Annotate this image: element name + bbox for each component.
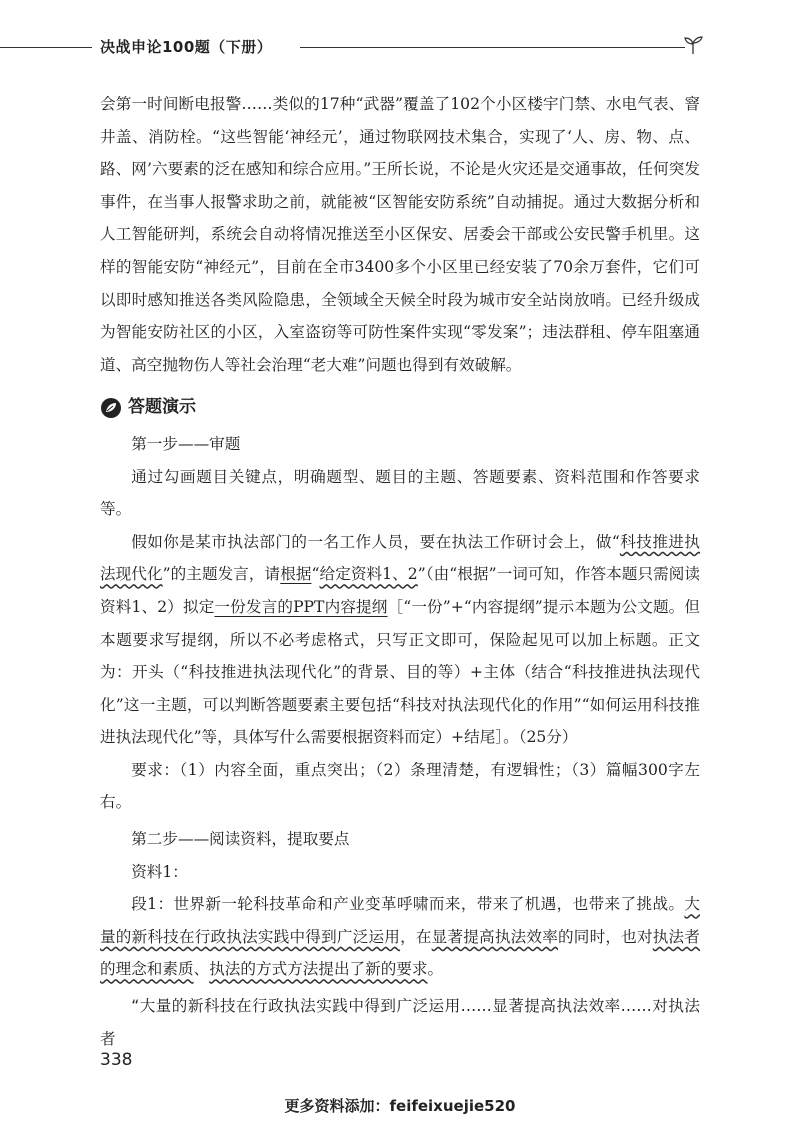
key-phrase-underlined: 给定资料1、2 xyxy=(319,565,418,584)
text-run: 段1：世界新一轮科技革命和产业变革呼啸而来，带来了机遇，也带来了挑战。 xyxy=(131,895,685,914)
key-phrase-underlined: 执法者的理念和素质 xyxy=(100,927,700,979)
material-label: 资料1： xyxy=(131,862,188,881)
sprout-icon xyxy=(682,34,704,56)
text-run: 。 xyxy=(427,960,444,979)
continued-line: “大量的新科技在行政执法实践中得到广泛运用……显著提高执法效率……对执法者 xyxy=(100,997,700,1048)
page-body xyxy=(100,88,700,1055)
leaf-badge-icon xyxy=(100,397,122,419)
segment-paragraph xyxy=(100,888,700,986)
text-run: ”（由“根据”一词可知，作答本题只需阅读资料1、2）拟定 xyxy=(100,565,700,616)
step1-title: 第一步——审题 xyxy=(131,434,241,453)
text-run: 的同时，也对 xyxy=(558,927,653,946)
footer-note: 更多资料添加：feifeixuejie520 xyxy=(284,1097,516,1115)
section-title: 答题演示 xyxy=(128,397,196,418)
key-phrase-underlined: 科技推进执法现代化 xyxy=(100,532,700,584)
text-run: 假如你是某市执法部门的一名工作人员，要在执法工作研讨会上，做“ xyxy=(131,532,620,551)
key-phrase-underlined: 根据 xyxy=(280,565,312,584)
key-phrase-underlined: 一份发言的PPT xyxy=(214,597,325,616)
step2-title: 第二步——阅读资料，提取要点 xyxy=(131,830,350,849)
key-phrase-underlined: 大量的新科技在行政执法实践中得到广泛运用 xyxy=(100,895,700,946)
key-phrase-underlined: 显著提高执法效率 xyxy=(431,927,558,946)
header-rule-right xyxy=(300,47,685,48)
requirements: 要求：（1）内容全面，重点突出；（2）条理清楚，有逻辑性；（3）篇幅300字左右。 xyxy=(100,760,700,812)
text-run: “ xyxy=(311,565,320,584)
intro-paragraph: 会第一时间断电报警……类似的17种“武器”覆盖了102个小区楼宇门禁、水电气表、窨井盖、消防栓。“这些智能‘神经元’，通过物联网技术集合，实现了‘人、房、物、点、路、网’六要素的泛在感知和综合应用。”王所长说，不论是火灾还是交通事故，任何突发事件，在当事人报警求助之前，就能被“区智能安防系统”自动捕捉。通过大数据分析和人工智能研判，系统会自动将情况推送至小区保安、居委会干部或公安民警手机里。这样的智能安防“神经元”，目前在全市3400多个小区里已经安装了70余万套件，它们可以即时感知推送各类风险隐患，全领域全天候全时段为城市安全站岗放哨。已经升级成为智能安防社区的小区，入室盗窃等可防性案件实现“零发案”；违法群租、停车阻塞通道、高空抛物伤人等社会治理“老大难”问题也得到有效破解。 xyxy=(100,95,700,374)
text-run: ”的主题发言，请 xyxy=(162,565,281,584)
key-phrase-underlined: 执法的方式方法提出了新的要求 xyxy=(209,960,428,979)
text-run: ，在 xyxy=(400,927,432,946)
page-number: 338 xyxy=(100,1050,133,1070)
header-rule-left xyxy=(0,47,92,48)
question-paragraph xyxy=(100,526,700,754)
running-header xyxy=(0,36,800,60)
book-title: 决战申论100题（下册） xyxy=(100,38,273,56)
key-phrase-underlined: 内容提纲 xyxy=(324,597,388,616)
text-run: 、 xyxy=(193,960,210,979)
text-run: ［“一份”+“内容提纲”提示本题为公文题。但本题要求写提纲，所以不必考虑格式，只写正文即可，保险起见可以加上标题。正文为：开头（“科技推进执法现代化”的背景、目的等）+主体（结合“科技推进执法现代化”这一主题，可以判断答题要素主要包括“科技对执法现代化的作用”“如何运用科技推进执法现代化”等，具体写什么需要根据资料而定）+结尾］。（25分） xyxy=(100,597,701,747)
step1-description: 通过勾画题目关键点，明确题型、题目的主题、答题要素、资料范围和作答要求等。 xyxy=(100,467,700,519)
section-heading xyxy=(100,391,700,424)
